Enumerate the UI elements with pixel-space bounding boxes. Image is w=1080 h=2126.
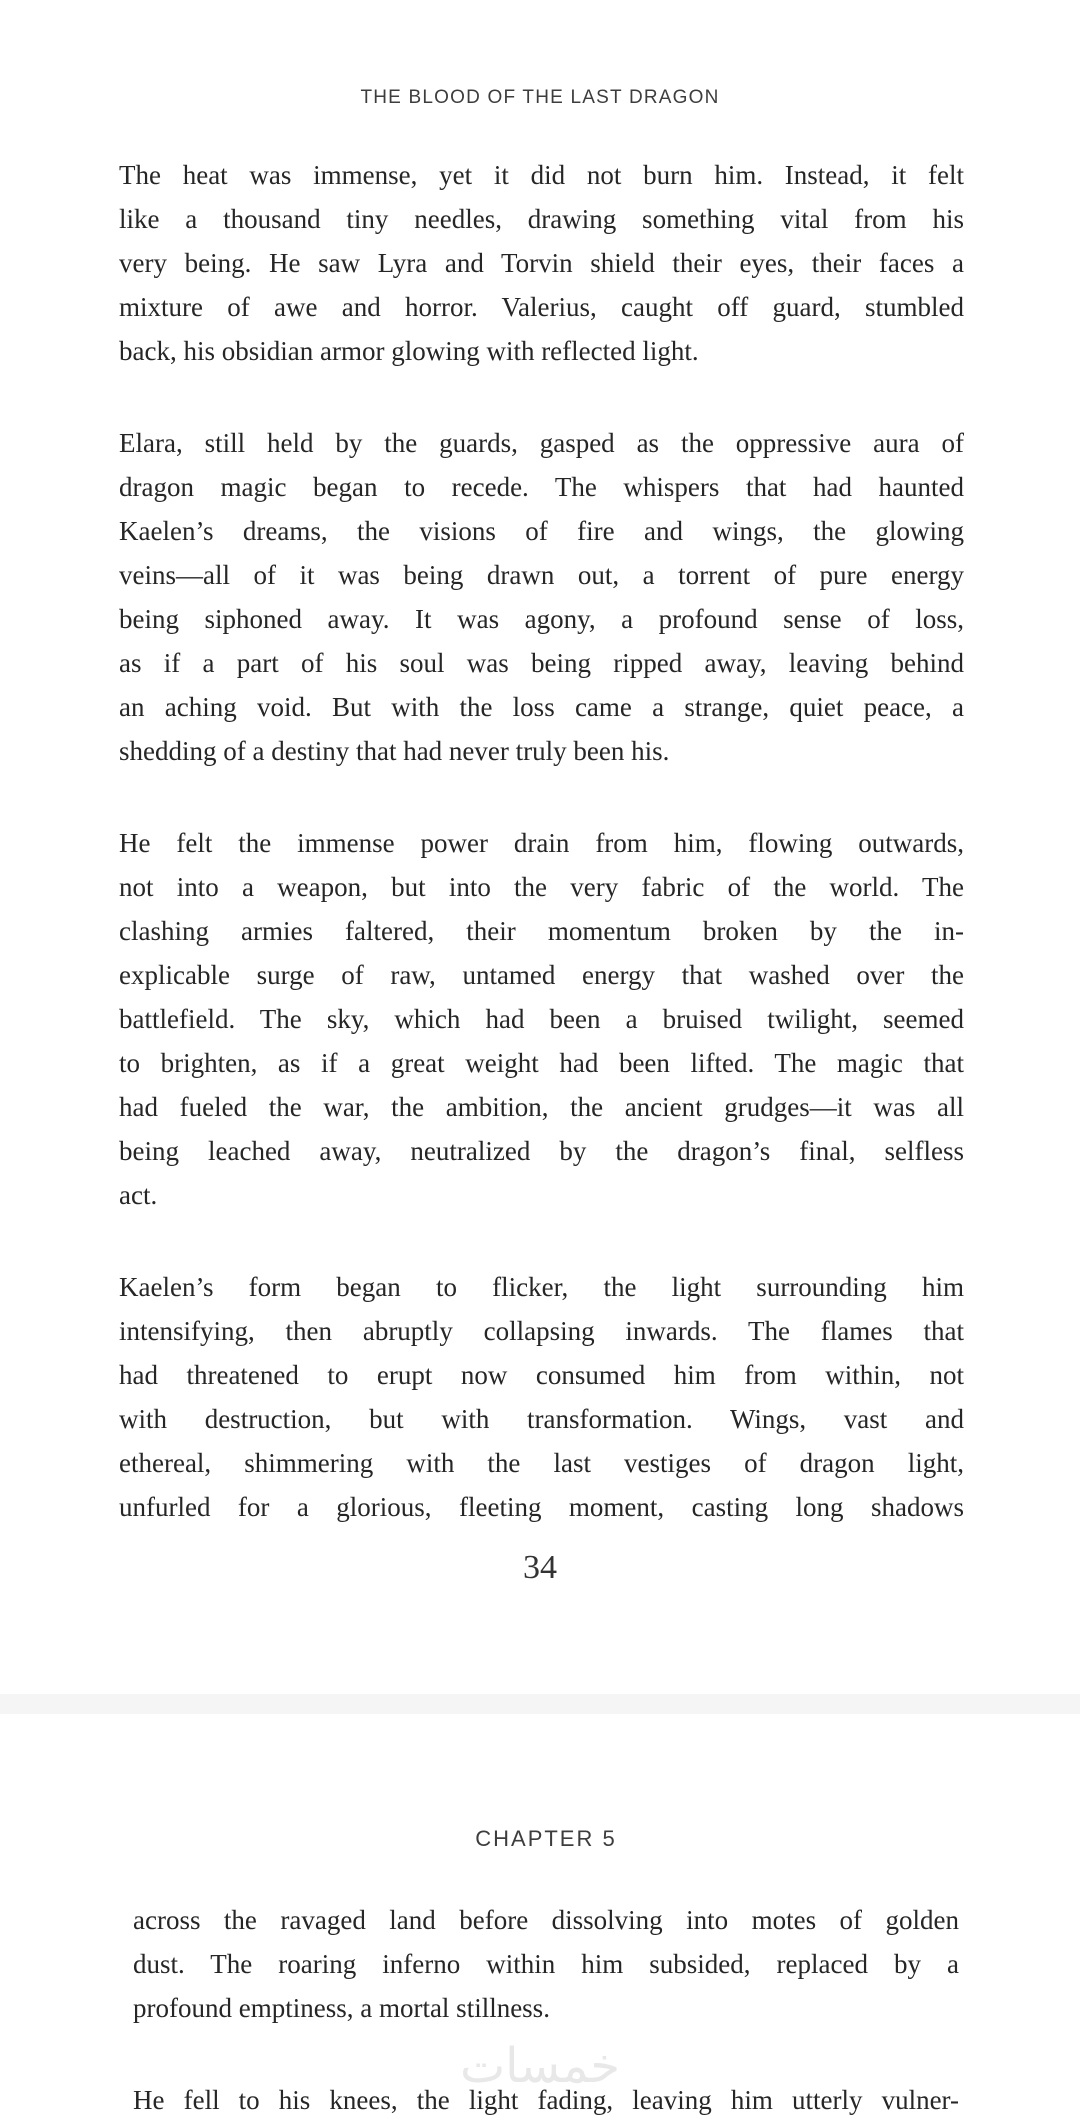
text-line: clashing armies faltered, their momentum broken by the in- — [119, 916, 964, 946]
paragraph — [133, 2078, 959, 2122]
text-line: Kaelen’s dreams, the visions of fire and wings, the glowing — [119, 516, 964, 546]
page-number: 34 — [523, 1549, 557, 1586]
text-line: with destruction, but with transformation. Wings, vast and — [119, 1404, 964, 1434]
text-line: across the ravaged land before dissolving into motes of golden — [133, 1905, 959, 1935]
text-line: act. — [119, 1180, 158, 1210]
text-line: an aching void. But with the loss came a strange, quiet peace, a — [119, 692, 964, 722]
text-line: mixture of awe and horror. Valerius, caught off guard, stumbled — [119, 292, 964, 322]
paragraph — [133, 1898, 959, 2030]
text-line: veins—all of it was being drawn out, a torrent of pure energy — [119, 560, 964, 590]
text-line: had fueled the war, the ambition, the ancient grudges—it was all — [119, 1092, 964, 1122]
paragraph — [119, 153, 964, 373]
khamsat-watermark: خمسات — [459, 2038, 621, 2094]
text-line: Elara, still held by the guards, gasped as the oppressive aura of — [119, 428, 964, 458]
text-line: battlefield. The sky, which had been a bruised twilight, seemed — [119, 1004, 964, 1034]
book-page-35 — [0, 1714, 1080, 2126]
page-35-text-column — [133, 1898, 959, 2122]
text-line: being leached away, neutralized by the dragon’s final, selfless — [119, 1136, 964, 1166]
text-line: dragon magic began to recede. The whispers that had haunted — [119, 472, 964, 502]
text-line: back, his obsidian armor glowing with reflected light. — [119, 336, 699, 366]
text-line: to brighten, as if a great weight had been lifted. The magic that — [119, 1048, 964, 1078]
text-line: He felt the immense power drain from him, flowing outwards, — [119, 828, 964, 858]
page-34-text-column — [119, 153, 964, 1529]
text-line: ethereal, shimmering with the last vestiges of dragon light, — [119, 1448, 964, 1478]
text-line: profound emptiness, a mortal stillness. — [133, 1993, 550, 2023]
text-line: like a thousand tiny needles, drawing something vital from his — [119, 204, 964, 234]
chapter-header: CHAPTER 5 — [475, 1826, 617, 1851]
text-line: Kaelen’s form began to flicker, the light surrounding him — [119, 1272, 964, 1302]
running-header: THE BLOOD OF THE LAST DRAGON — [360, 87, 720, 108]
text-line: as if a part of his soul was being ripped away, leaving behind — [119, 648, 964, 678]
text-line: explicable surge of raw, untamed energy that washed over the — [119, 960, 964, 990]
page-divider — [0, 1694, 1080, 1714]
text-line: He fell to his knees, the light fading, leaving him utterly vulner- — [133, 2085, 959, 2115]
text-line: dust. The roaring inferno within him subsided, replaced by a — [133, 1949, 959, 1979]
text-line: not into a weapon, but into the very fabric of the world. The — [119, 872, 964, 902]
paragraph — [119, 1265, 964, 1529]
text-line: shedding of a destiny that had never truly been his. — [119, 736, 670, 766]
paragraph — [119, 421, 964, 773]
paragraph — [119, 821, 964, 1217]
text-line: The heat was immense, yet it did not burn him. Instead, it felt — [119, 160, 964, 190]
text-line: intensifying, then abruptly collapsing inwards. The flames that — [119, 1316, 964, 1346]
text-line: unfurled for a glorious, fleeting moment, casting long shadows — [119, 1492, 964, 1522]
text-line: had threatened to erupt now consumed him from within, not — [119, 1360, 964, 1390]
text-line: very being. He saw Lyra and Torvin shield their eyes, their faces a — [119, 248, 964, 278]
text-line: being siphoned away. It was agony, a profound sense of loss, — [119, 604, 964, 634]
